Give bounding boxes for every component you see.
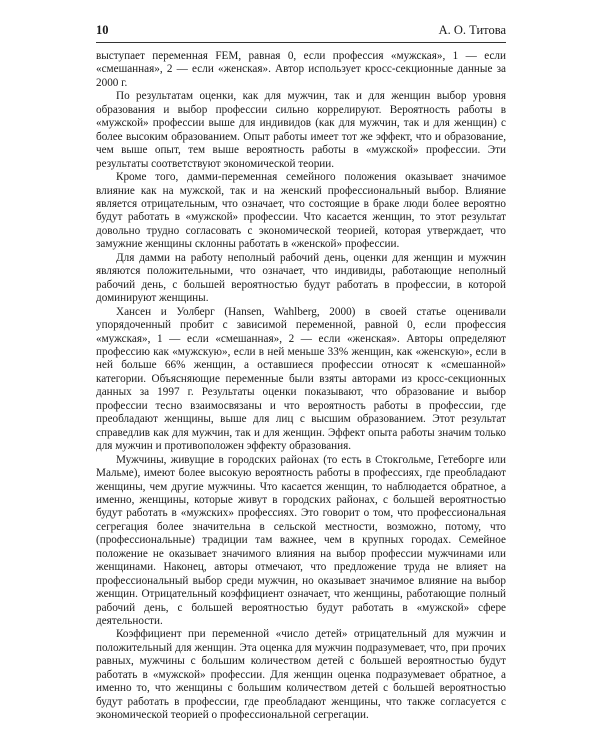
page-number: 10 xyxy=(96,23,109,37)
paragraph: По результатам оценки, как для мужчин, так и для женщин выбор уровня образования и выбор профессии сильно коррелируют. Вероятность работы в «мужской» профессии выше для индивидов (как для мужчин, так и для женщин) с более высоким образованием. Опыт работы имеет тот же эффект, что и образование, чем выше опыт, тем выше вероятность работы в «мужской» профессии. Эти результаты соответствуют экономической теории. xyxy=(96,90,506,170)
paragraph: Коэффициент при переменной «число детей» отрицательный для мужчин и положительный для женщин. Эта оценка для мужчин подразумевает, что, при прочих равных, мужчины с большим количеством детей с большей вероятностью будут работать в «мужской» профессии. Для женщин оценка подразумевает обратное, а именно то, что женщины с большим количеством детей с большей вероятностью будут работать в профессии, где преобладают женщины, что также согласуется с экономической теорией о профессиональной сегрегации. xyxy=(96,628,506,722)
page-header xyxy=(96,23,506,41)
paragraph: Для дамми на работу неполный рабочий день, оценки для женщин и мужчин являются положительными, что означает, что индивиды, работающие неполный рабочий день, с большей вероятностью будут работать в профессии, в которой доминируют женщины. xyxy=(96,251,506,305)
header-rule xyxy=(96,42,506,43)
paragraph: Мужчины, живущие в городских районах (то есть в Стокгольме, Гетеборге или Мальме), имеют более высокую вероятность работы в профессиях, где преобладают женщины, чем другие мужчины. Что касается женщин, то наблюдается обратное, а именно, женщины, которые живут в городских районах, с большей вероятностью будут работать в «мужских» профессиях. Это говорит о том, что профессиональная сегрегация более значительна в сельской местности, возможно, потому, что (профессиональные) традиции там важнее, чем в крупных городах. Семейное положение не оказывает значимого влияния на выбор профессии мужчинами или женщинами. Наконец, авторы отмечают, что предложение труда не влияет на профессиональный выбор среди мужчин, но оказывает значимое влияние на выбор женщин. Отрицательный коэффициент означает, что женщины, работающие полный рабочий день, с большей вероятностью будут работать в «мужской» сфере деятельности. xyxy=(96,453,506,628)
paragraph: Кроме того, дамми-переменная семейного положения оказывает значимое влияние как на мужской, так и на женский профессиональный выбор. Влияние является отрицательным, что означает, что состоящие в браке люди более вероятно будут работать в «мужской» профессии. Что касается женщин, то этот результат довольно трудно согласовать с экономической теорией, которая утверждает, что замужние женщины склонны работать в «женской» профессии. xyxy=(96,171,506,251)
paragraph: Хансен и Уолберг (Hansen, Wahlberg, 2000) в своей статье оценивали упорядоченный пробит с зависимой переменной, равной 0, если профессия «мужская», 1 — если «смешанная», 2 — если «женская». Авторы определяют профессию как «мужскую», если в ней меньше 33% женщин, как «женскую», если в ней больше 66% женщин, а оставшиеся профессии относят к «смешанной» категории. Объясняющие переменные были взяты авторами из кросс-секционных данных за 1997 г. Результаты оценки показывают, что образование и выбор профессии тесно взаимосвязаны и что вероятность работы в профессии, где преобладают женщины, выше для лиц с высшим образованием. Этот результат справедлив как для мужчин, так и для женщин. Эффект опыта работы значим только для мужчин и противоположен эффекту образования. xyxy=(96,305,506,453)
paragraph: выступает переменная FEM, равная 0, если профессия «мужская», 1 — если «смешанная», 2 — если «женская». Автор использует кросс-секционные данные за 2000 г. xyxy=(96,50,506,89)
running-head-author: А. О. Титова xyxy=(438,23,506,37)
body-text xyxy=(96,50,506,723)
